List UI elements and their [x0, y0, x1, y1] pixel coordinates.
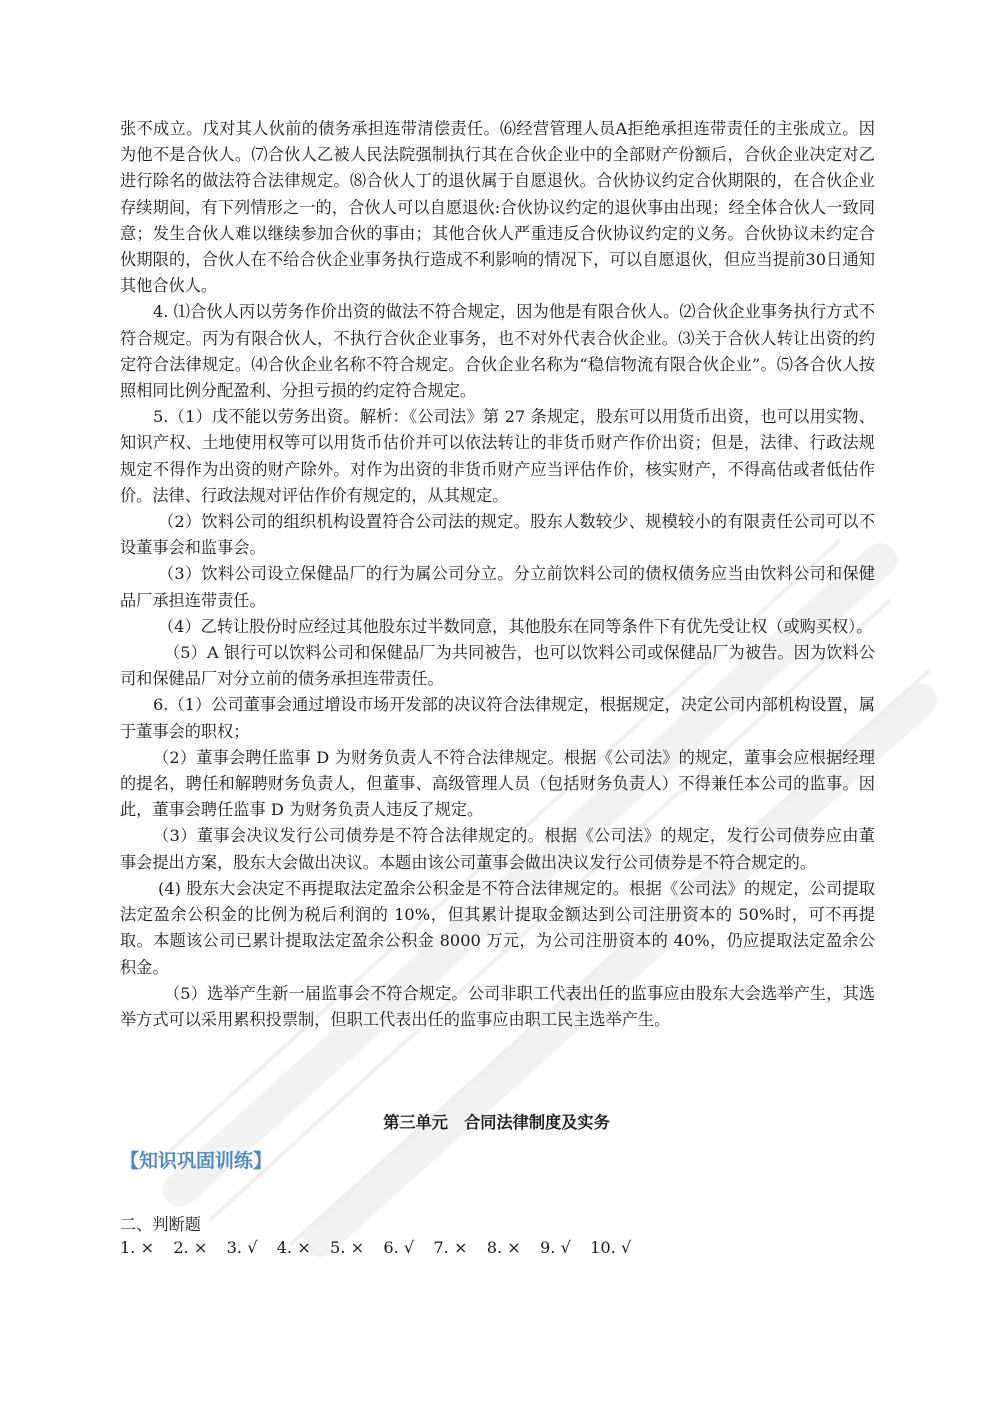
paragraph: （2）董事会聘任监事 D 为财务负责人不符合法律规定。根据《公司法》的规定，董事会应根据经理的提名，聘任和解聘财务负责人，但董事、高级管理人员（包括财务负责人）不得兼任本公司的监事。因此，董事会聘任监事 D 为财务负责人违反了规定。 — [120, 747, 875, 820]
judgment-answers — [120, 1238, 645, 1257]
answer-item: 6. √ — [383, 1238, 415, 1257]
answer-text-body — [120, 116, 875, 1033]
paragraph: 5.（1）戊不能以劳务出资。解析：《公司法》第 27 条规定，股东可以用货币出资，也可以用实物、知识产权、土地使用权等可以用货币估价并可以依法转让的非货币财产作价出资；但是，法律、行政法规规定不得作为出资的财产除外。对作为出资的非货币财产应当评估作价，核实财产，不得高估或者低估作价。法律、行政法规对评估作价有规定的，从其规定。 — [120, 407, 875, 505]
answer-item: 5. × — [330, 1238, 365, 1257]
answer-item: 9. √ — [540, 1238, 571, 1257]
paragraph: (4) 股东大会决定不再提取法定盈余公积金是不符合法律规定的。根据《公司法》的规定，公司提取法定盈余公积金的比例为税后利润的 10%，但其累计提取金额达到公司注册资本的 50%时，可不再提取。本题该公司已累计提取法定盈余公积金 8000 万元，为公司注册资本的 40%，仍应提取法定盈余公积金。 — [120, 878, 875, 977]
section-title: 第三单元 合同法律制度及实务 — [383, 1113, 610, 1132]
answer-item: 7. × — [433, 1238, 468, 1257]
paragraph: （5）选举产生新一届监事会不符合规定。公司非职工代表出任的监事应由股东大会选举产生，其选举方式可以采用累积投票制，但职工代表出任的监事应由职工民主选举产生。 — [120, 983, 875, 1029]
answer-item: 4. × — [276, 1238, 311, 1257]
paragraph: 6.（1）公司董事会通过增设市场开发部的决议符合法律规定，根据规定，决定公司内部机构设置，属于董事会的职权； — [120, 695, 875, 741]
answer-item: 8. × — [486, 1238, 521, 1257]
knowledge-training-heading: 【知识巩固训练】 — [120, 1150, 273, 1172]
answer-item: 10. √ — [590, 1238, 632, 1257]
answer-item: 2. × — [173, 1238, 208, 1257]
paragraph: 4. ⑴合伙人丙以劳务作价出资的做法不符合规定，因为他是有限合伙人。⑵合伙企业事务执行方式不符合规定。丙为有限合伙人，不执行合伙企业事务，也不对外代表合伙企业。⑶关于合伙人转让出资的约定符合法律规定。⑷合伙企业名称不符合规定。合伙企业名称为“稳信物流有限合伙企业”。⑸各合伙人按照相同比例分配盈利、分担亏损的约定符合规定。 — [120, 302, 875, 401]
paragraph: （2）饮料公司的组织机构设置符合公司法的规定。股东人数较少、规模较小的有限责任公司可以不设董事会和监事会。 — [120, 512, 875, 558]
judgment-heading: 二、判断题 — [120, 1215, 201, 1234]
paragraph: （3）饮料公司设立保健品厂的行为属公司分立。分立前饮料公司的债权债务应当由饮料公司和保健品厂承担连带责任。 — [120, 564, 875, 610]
paragraph: （4）乙转让股份时应经过其他股东过半数同意，其他股东在同等条件下有优先受让权（或购买权）。 — [158, 616, 873, 636]
answer-item: 1. × — [120, 1238, 155, 1257]
paragraph: （3）董事会决议发行公司债券是不符合法律规定的。根据《公司法》的规定，发行公司债券应由董事会提出方案，股东大会做出决议。本题由该公司董事会做出决议发行公司债券是不符合规定的。 — [120, 826, 875, 872]
answer-item: 3. √ — [226, 1238, 258, 1257]
paragraph: 张不成立。戊对其人伙前的债务承担连带清偿责任。⑹经营管理人员A拒绝承担连带责任的主张成立。因为他不是合伙人。⑺合伙人乙被人民法院强制执行其在合伙企业中的全部财产份额后，合伙企业决定对乙进行除名的做法符合法律规定。⑻合伙人丁的退伙属于自愿退伙。合伙协议约定合伙期限的，在合伙企业存续期间，有下列情形之一的，合伙人可以自愿退伙:合伙协议约定的退伙事由出现；经全体合伙人一致同意；发生合伙人难以继续参加合伙的事由；其他合伙人严重违反合伙协议约定的义务。合伙协议未约定合伙期限的，合伙人在不给合伙企业事务执行造成不利影响的情况下，可以自愿退伙，但应当提前30日通知其他合伙人。 — [120, 119, 875, 296]
paragraph: （5）A 银行可以饮料公司和保健品厂为共同被告，也可以饮料公司或保健品厂为被告。因为饮料公司和保健品厂对分立前的债务承担连带责任。 — [120, 643, 875, 689]
